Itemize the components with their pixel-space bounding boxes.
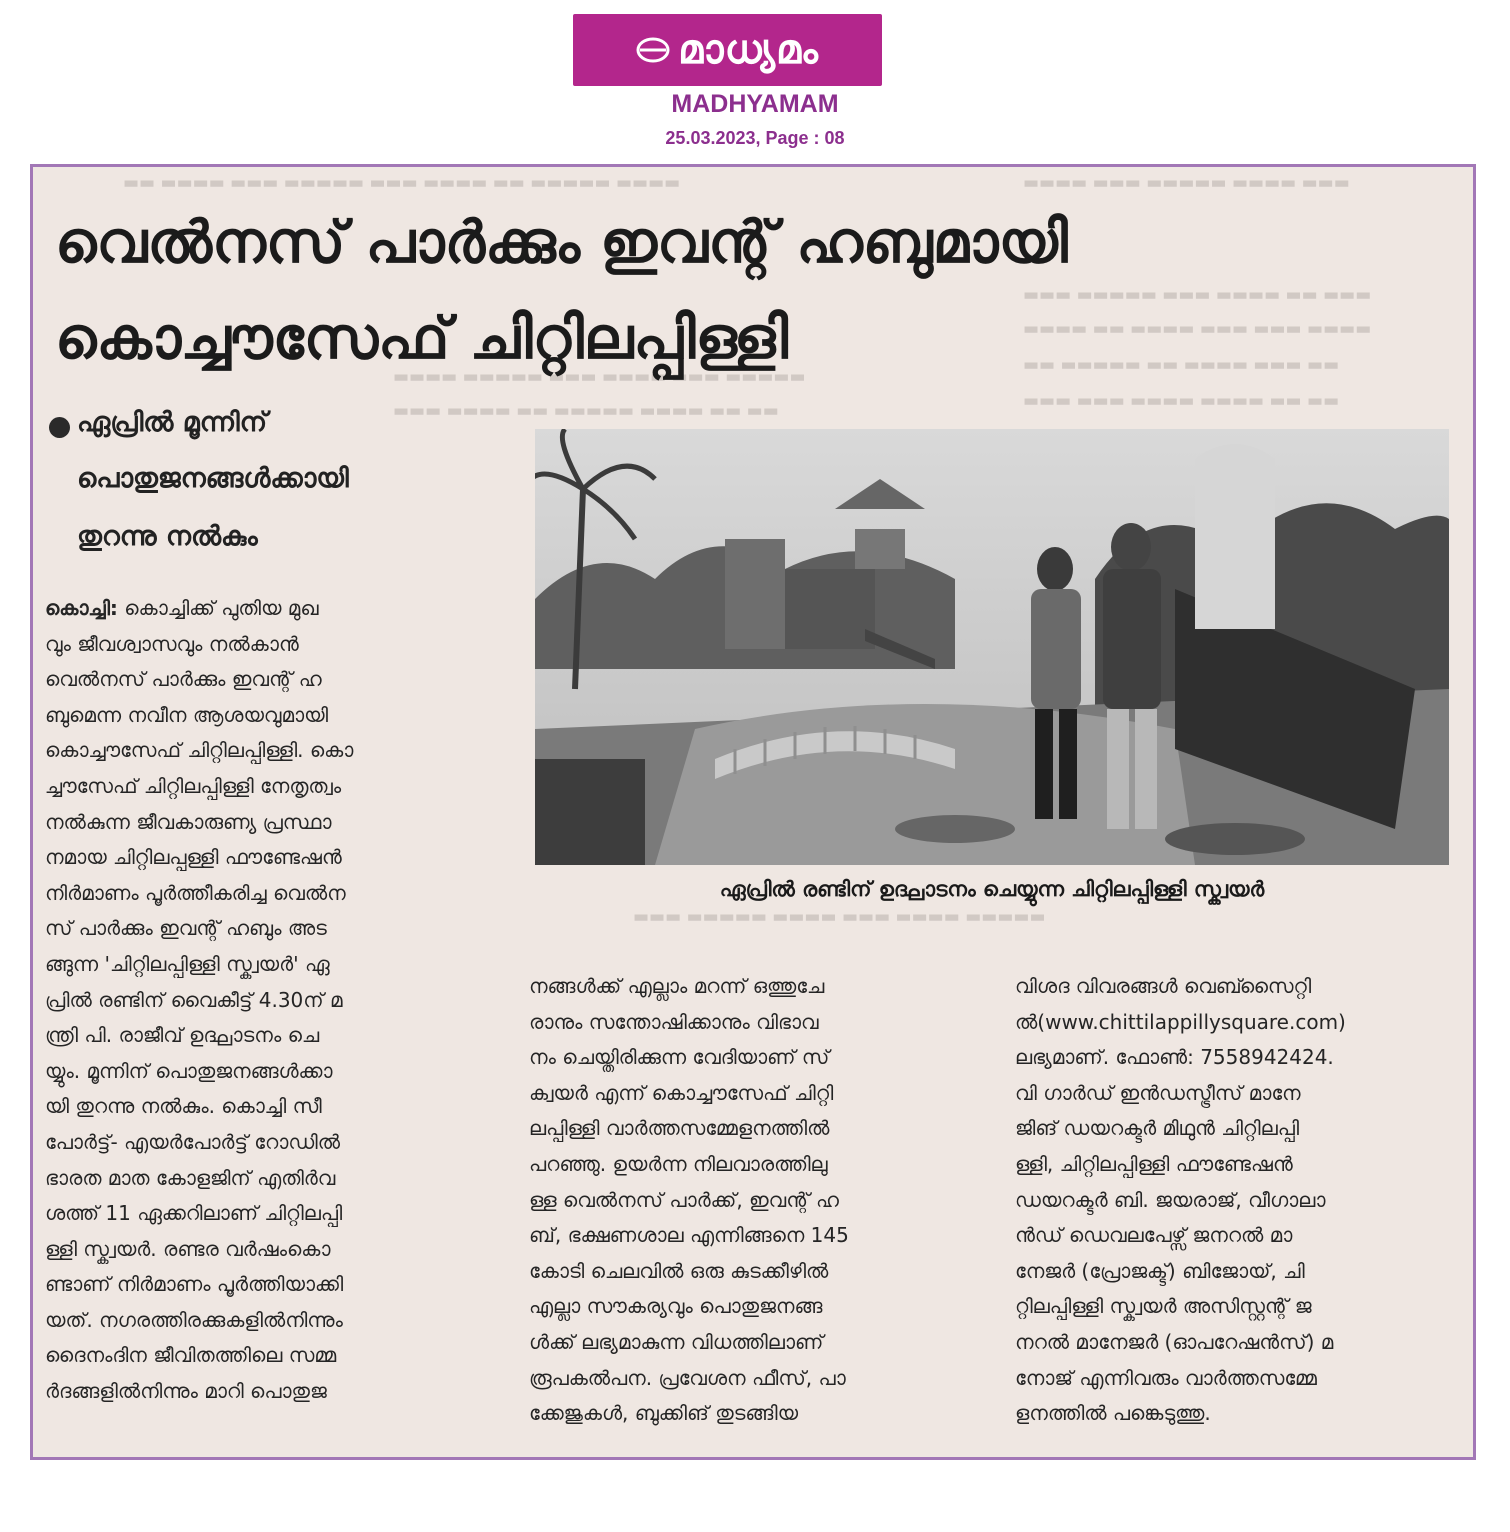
article-line: എല്ലാ സൗകര്യവും പൊതുജനങ്ങ <box>529 1294 823 1319</box>
article-line: വെൽനസ് പാർക്കും ഇവന്റ് ഹ <box>45 667 322 692</box>
article-line: നം ചെയ്തിരിക്കുന്ന വേദിയാണ് സ് <box>529 1045 830 1070</box>
subhead-line: പൊതുജനങ്ങൾക്കായി <box>77 463 349 494</box>
article-line: നിർമാണം പൂർത്തീകരിച്ച വെൽന <box>45 880 346 905</box>
article-line: കോടി ചെലവിൽ ഒരു കുടക്കീഴിൽ <box>529 1258 829 1283</box>
article-line: ബ്, ഭക്ഷണശാല എന്നിങ്ങനെ 145 <box>529 1223 849 1248</box>
article-line: രൂപകൽപന. പ്രവേശന ഫീസ്, പാ <box>529 1365 846 1390</box>
article-line: പോർട്ട്- എയർപോർട്ട് റോഡിൽ <box>45 1129 341 1154</box>
bleed-through-texture: ▬▬▬▬ ▬▬▬ ▬▬▬▬▬ ▬▬▬▬ ▬▬▬ <box>1023 173 1350 193</box>
article-line: കൊച്ചൗസേഫ് ചിറ്റിലപ്പിള്ളി. കൊ <box>45 738 354 763</box>
article-column-3 <box>1015 969 1465 1432</box>
logo-text: മാധ്യമം <box>678 27 819 73</box>
article-line: ളനത്തിൽ പങ്കെടുത്തു. <box>1015 1401 1211 1426</box>
article-line: ബുമെന്ന നവീന ആശയവുമായി <box>45 702 329 727</box>
bleed-through-texture: ▬▬▬ ▬▬▬▬▬ ▬▬▬ ▬▬▬▬ ▬▬ ▬▬▬ <box>1023 285 1372 305</box>
article-line: ള്ളി, ചിറ്റിലപ്പിള്ളി ഫൗണ്ടേഷൻ <box>1015 1151 1293 1176</box>
article-line: കൊച്ചി: കൊച്ചിക്ക് പുതിയ മുഖ <box>45 596 319 620</box>
dateline: കൊച്ചി: <box>45 596 118 620</box>
subhead-line: തുറന്നു നൽകും <box>77 521 258 552</box>
article-line: ൻഡ് ഡെവലപേഴ്സ് ജനറൽ മാ <box>1015 1223 1293 1248</box>
article-line: നോജ് എന്നിവരും വാർത്തസമ്മേ <box>1015 1365 1317 1390</box>
article-line: പറഞ്ഞു. ഉയർന്ന നിലവാരത്തിലു <box>529 1151 828 1176</box>
article-line: ള്ളി സ്ക്വയർ. രണ്ടര വർഷംകൊ <box>45 1236 331 1261</box>
publication-date-page: 25.03.2023, Page : 08 <box>665 128 845 148</box>
bleed-through-texture: ▬▬ ▬▬▬▬▬ ▬▬ ▬▬▬▬ ▬▬▬ ▬▬ <box>1023 355 1340 375</box>
article-line: ഡയറക്ടർ ബി. ജയരാജ്, വീഗാലാ <box>1015 1187 1326 1212</box>
article-line: ഭാരത മാത കോളജിന് എതിർവ <box>45 1165 336 1190</box>
park-scene-illustration <box>535 429 1449 865</box>
headline-line-2: കൊച്ചൗസേഫ് ചിറ്റിലപ്പിള്ളി <box>55 304 789 372</box>
article-line: ലഭ്യമാണ്. ഫോൺ: 7558942424. <box>1015 1045 1334 1070</box>
article-line: ജിങ് ഡയറക്ടർ മിഥുൻ ചിറ്റിലപ്പി <box>1015 1116 1300 1141</box>
photo-caption: ഏപ്രിൽ രണ്ടിന് ഉദ്ഘാടനം ചെയ്യുന്ന ചിറ്റിലപ്പിള്ളി സ്ക്വയർ <box>719 877 1265 901</box>
article-line: വും ജീവശ്വാസവും നൽകാൻ <box>45 631 299 656</box>
newspaper-clipping <box>30 164 1476 1460</box>
article-line: ച്ചൗസേഫ് ചിറ്റിലപ്പിള്ളി നേതൃത്വം <box>45 773 342 798</box>
article-line: വി ഗാർഡ് ഇൻഡസ്ട്രീസ് മാനേ <box>1015 1080 1301 1105</box>
article-line: ള്ള വെൽനസ് പാർക്ക്, ഇവന്റ് ഹ <box>529 1187 839 1212</box>
article-line: നേജർ (പ്രോജക്ട്) ബിജോയ്, ചി <box>1015 1258 1305 1283</box>
bleed-through-texture: ▬▬▬▬ ▬▬ ▬▬▬▬ ▬▬▬ ▬▬▬ ▬▬▬▬ <box>1023 319 1372 339</box>
bullet-icon <box>49 417 70 438</box>
masthead-emblem-icon <box>636 37 670 63</box>
article-line: ക്കേജുകൾ, ബുക്കിങ് തുടങ്ങിയ <box>529 1401 799 1426</box>
article-line: വിശദ വിവരങ്ങൾ വെബ്സൈറ്റി <box>1015 974 1312 998</box>
article-line: യി തുറന്നു നൽകും. കൊച്ചി സീ <box>45 1094 322 1119</box>
publication-name: MADHYAMAM <box>671 90 839 118</box>
bleed-through-texture: ▬▬▬ ▬▬▬▬▬ ▬▬▬▬ ▬▬▬ ▬▬▬▬ ▬▬▬▬▬ <box>633 907 1046 927</box>
article-line: റ്റിലപ്പിള്ളി സ്ക്വയർ അസിസ്റ്റന്റ് ജ <box>1015 1294 1312 1319</box>
article-column-1 <box>45 591 501 1410</box>
article-line: പ്രിൽ രണ്ടിന് വൈകീട്ട് 4.30ന് മ <box>45 987 343 1012</box>
article-line: ൾക്ക് ലഭ്യമാകുന്ന വിധത്തിലാണ് <box>529 1329 824 1354</box>
article-line: രാനും സന്തോഷിക്കാനും വിഭാവ <box>529 1009 819 1034</box>
article-line: നമായ ചിറ്റിലപ്പള്ളി ഫൗണ്ടേഷൻ <box>45 845 342 870</box>
article-line: ന്ത്രി പി. രാജീവ് ഉദ്ഘാടനം ചെ <box>45 1023 320 1048</box>
bleed-through-texture: ▬▬▬ ▬▬▬▬ ▬▬ ▬▬▬▬▬ ▬▬▬▬ ▬▬ ▬▬ <box>393 401 779 421</box>
article-column-2 <box>529 969 985 1432</box>
article-line: ങ്ങുന്ന 'ചിറ്റിലപ്പിള്ളി സ്ക്വയർ' ഏ <box>45 951 330 976</box>
article-line: ലപ്പിള്ളി വാർത്തസമ്മേളനത്തിൽ <box>529 1116 830 1141</box>
article-photo <box>535 429 1449 865</box>
publication-logo <box>573 14 882 86</box>
article-line: ണ്ടാണ് നിർമാണം പൂർത്തിയാക്കി <box>45 1272 344 1297</box>
article-line: ക്വയർ എന്ന് കൊച്ചൗസേഫ് ചിറ്റി <box>529 1080 834 1105</box>
article-line: ദൈനംദിന ജീവിതത്തിലെ സമ്മ <box>45 1343 337 1368</box>
headline-line-1: വെൽനസ് പാർക്കും ഇവന്റ് ഹബുമായി <box>55 208 1068 276</box>
bleed-through-texture: ▬▬ ▬▬▬▬ ▬▬▬ ▬▬▬▬▬ ▬▬▬ ▬▬▬▬ ▬▬ ▬▬▬▬▬ ▬▬▬▬ <box>123 173 681 193</box>
article-line: സ് പാർക്കും ഇവന്റ് ഹബും അട <box>45 916 327 941</box>
article-line: ശത്ത് 11 ഏക്കറിലാണ് ചിറ്റിലപ്പി <box>45 1201 343 1226</box>
bleed-through-texture: ▬▬▬▬ ▬▬▬▬▬ ▬▬▬ ▬▬▬▬ ▬▬▬ ▬▬▬▬▬ <box>393 367 806 387</box>
article-line: യത്. നഗരത്തിരക്കുകളിൽനിന്നും <box>45 1307 343 1332</box>
article-line: നങ്ങൾക്ക് എല്ലാം മറന്ന് ഒത്തുചേ <box>529 974 825 998</box>
article-line: ർദങ്ങളിൽനിന്നും മാറി പൊതുജ <box>45 1379 327 1404</box>
article-line: നറൽ മാനേജർ (ഓപറേഷൻസ്) മ <box>1015 1329 1334 1354</box>
subhead-line: ഏപ്രിൽ മൂന്നിന് <box>77 407 268 438</box>
article-line: ൽ(www.chittilappillysquare.com) <box>1015 1009 1346 1034</box>
article-line: യ്യും. മൂന്നിന് പൊതുജനങ്ങൾക്കാ <box>45 1058 333 1083</box>
article-line: നൽകുന്ന ജീവകാരുണ്യ പ്രസ്ഥാ <box>45 809 332 834</box>
bleed-through-texture: ▬▬▬ ▬▬▬ ▬▬▬▬ ▬▬▬▬ ▬▬ ▬▬ <box>1023 391 1340 411</box>
